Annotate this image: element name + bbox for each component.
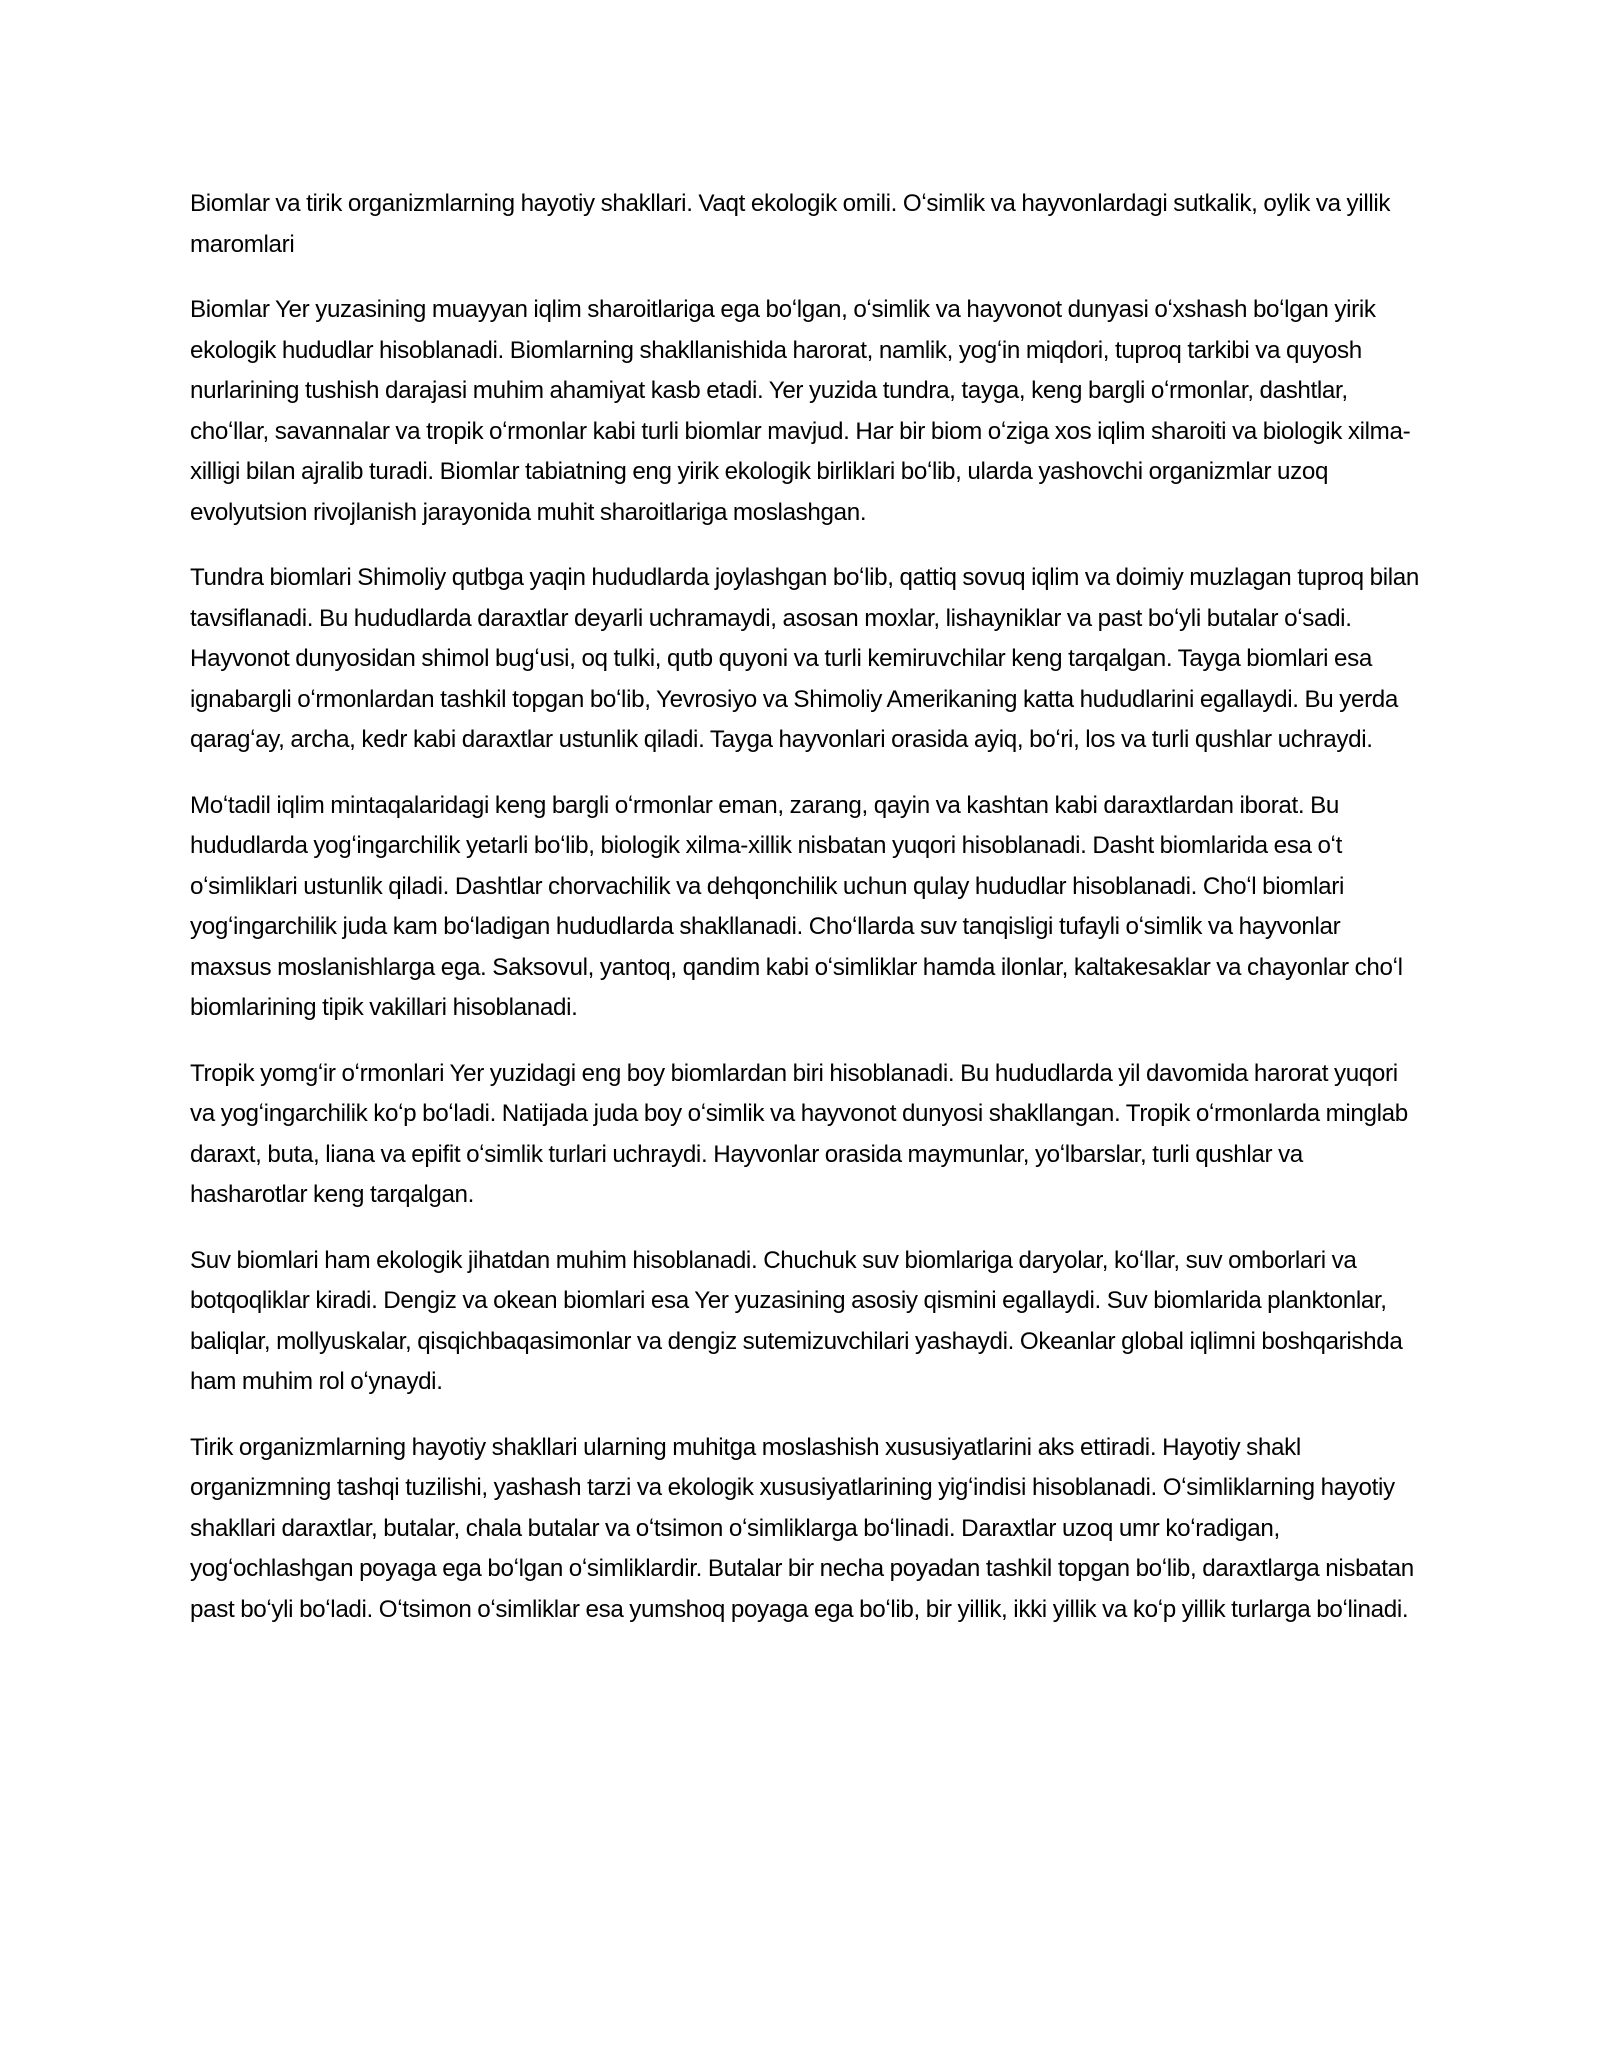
document-page [190,184,1420,1655]
paragraph-aquatic-biomes: Suv biomlari ham ekologik jihatdan muhim hisoblanadi. Chuchuk suv biomlariga daryolar, koʻllar, suv omborlari va botqoqliklar kiradi. Dengiz va okean biomlari esa Yer yuzasining asosiy qismini egallaydi. Suv biomlarida planktonlar, baliqlar, mollyuskalar, qisqichbaqasimonlar va dengiz sutemizuvchilari yashaydi. Okeanlar global iqlimni boshqarishda ham muhim rol oʻynaydi. [190,1246,1403,1395]
document-title: Biomlar va tirik organizmlarning hayotiy shakllari. Vaqt ekologik omili. Oʻsimlik va hayvonlardagi sutkalik, oylik va yillik maromlari [190,190,1391,258]
paragraph-tundra-taiga: Tundra biomlari Shimoliy qutbga yaqin hududlarda joylashgan boʻlib, qattiq sovuq iqlim va doimiy muzlagan tuproq bilan tavsiflanadi. Bu hududlarda daraxtlar deyarli uchramaydi, asosan moxlar, lishayniklar va past boʻyli butalar oʻsadi. Hayvonot dunyosidan shimol bugʻusi, oq tulki, qutb quyoni va turli kemiruvchilar keng tarqalgan. Tayga biomlari esa ignabargli oʻrmonlardan tashkil topgan boʻlib, Yevrosiyo va Shimoliy Amerikaning katta hududlarini egallaydi. Bu yerda qaragʻay, archa, kedr kabi daraxtlar ustunlik qiladi. Tayga hayvonlari orasida ayiq, boʻri, los va turli qushlar uchraydi. [190,564,1419,753]
paragraph-biomes-intro: Biomlar Yer yuzasining muayyan iqlim sharoitlariga ega boʻlgan, oʻsimlik va hayvonot dunyasi oʻxshash boʻlgan yirik ekologik hududlar hisoblanadi. Biomlarning shakllanishida harorat, namlik, yogʻin miqdori, tuproq tarkibi va quyosh nurlarining tushish darajasi muhim ahamiyat kasb etadi. Yer yuzida tundra, tayga, keng bargli oʻrmonlar, dashtlar, choʻllar, savannalar va tropik oʻrmonlar kabi turli biomlar mavjud. Har bir biom oʻziga xos iqlim sharoiti va biologik xilma-xilligi bilan ajralib turadi. Biomlar tabiatning eng yirik ekologik birliklari boʻlib, ularda yashovchi organizmlar uzoq evolyutsion rivojlanish jarayonida muhit sharoitlariga moslashgan. [190,296,1411,526]
paragraph-life-forms: Tirik organizmlarning hayotiy shakllari ularning muhitga moslashish xususiyatlarini aks ettiradi. Hayotiy shakl organizmning tashqi tuzilishi, yashash tarzi va ekologik xususiyatlarining yigʻindisi hisoblanadi. Oʻsimliklarning hayotiy shakllari daraxtlar, butalar, chala butalar va oʻtsimon oʻsimliklarga boʻlinadi. Daraxtlar uzoq umr koʻradigan, yogʻochlashgan poyaga ega boʻlgan oʻsimliklardir. Butalar bir necha poyadan tashkil topgan boʻlib, daraxtlarga nisbatan past boʻyli boʻladi. Oʻtsimon oʻsimliklar esa yumshoq poyaga ega boʻlib, bir yillik, ikki yillik va koʻp yillik turlarga boʻlinadi. [190,1433,1414,1623]
paragraph-forests-steppes-deserts: Moʻtadil iqlim mintaqalaridagi keng bargli oʻrmonlar eman, zarang, qayin va kashtan kabi daraxtlardan iborat. Bu hududlarda yogʻingarchilik yetarli boʻlib, biologik xilma-xillik nisbatan yuqori hisoblanadi. Dasht biomlarida esa oʻt oʻsimliklari ustunlik qiladi. Dashtlar chorvachilik va dehqonchilik uchun qulay hududlar hisoblanadi. Choʻl biomlari yogʻingarchilik juda kam boʻladigan hududlarda shakllanadi. Choʻllarda suv tanqisligi tufayli oʻsimlik va hayvonlar maxsus moslanishlarga ega. Saksovul, yantoq, qandim kabi oʻsimliklar hamda ilonlar, kaltakesaklar va chayonlar choʻl biomlarining tipik vakillari hisoblanadi. [190,791,1403,1021]
paragraph-tropical-rainforests: Tropik yomgʻir oʻrmonlari Yer yuzidagi eng boy biomlardan biri hisoblanadi. Bu hududlarda yil davomida harorat yuqori va yogʻingarchilik koʻp boʻladi. Natijada juda boy oʻsimlik va hayvonot dunyosi shakllangan. Tropik oʻrmonlarda minglab daraxt, buta, liana va epifit oʻsimlik turlari uchraydi. Hayvonlar orasida maymunlar, yoʻlbarslar, turli qushlar va hasharotlar keng tarqalgan. [190,1059,1408,1208]
